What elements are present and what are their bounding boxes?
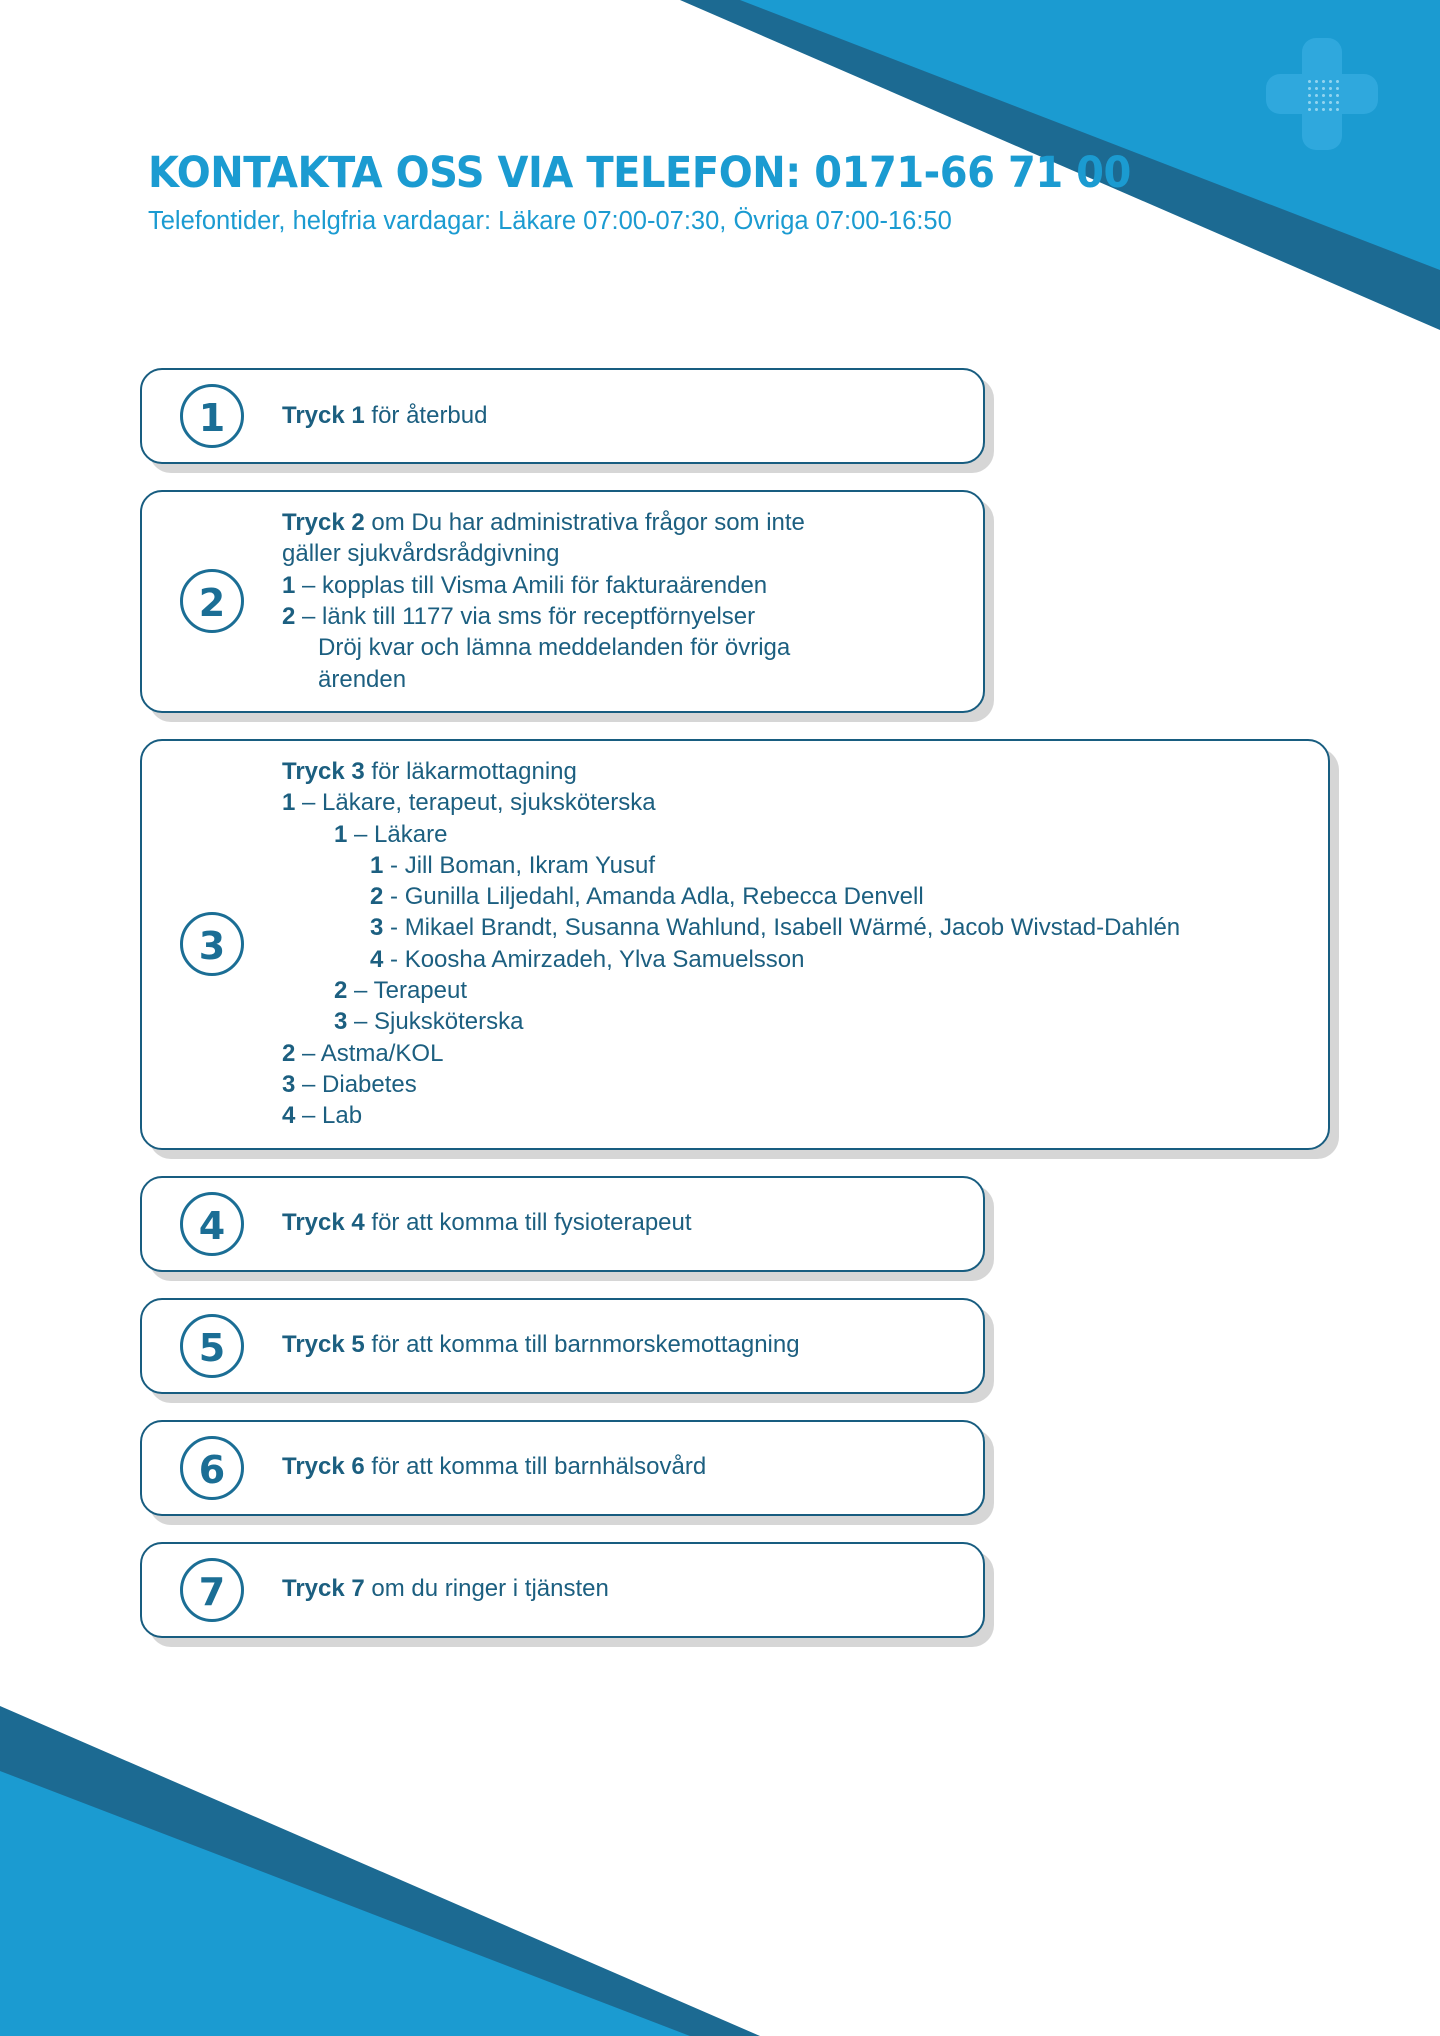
bandage-cross-icon — [1266, 38, 1378, 150]
option-line-strong: Tryck 5 — [282, 1331, 365, 1359]
option-line — [282, 1008, 1308, 1036]
menu-option-2 — [140, 490, 985, 713]
option-line-rest: – Astma/KOL — [295, 1039, 444, 1067]
option-line-strong: Tryck 7 — [282, 1575, 365, 1603]
option-line — [282, 1040, 1308, 1068]
option-line-strong: 3 — [334, 1008, 348, 1036]
menu-option-4 — [140, 1176, 985, 1272]
option-line-strong: 3 — [282, 1071, 296, 1098]
option-line — [282, 758, 1308, 786]
badge-wrap-1 — [142, 384, 282, 448]
option-line-rest: - Koosha Amirzadeh, Ylva Samuelsson — [383, 945, 805, 973]
option-line — [282, 914, 1308, 942]
option-line — [282, 402, 963, 430]
bandage-cross-dots — [1305, 77, 1339, 111]
option-line-rest: ärenden — [318, 665, 407, 693]
option-line-strong: Tryck 3 — [282, 757, 365, 785]
option-line-strong: 2 — [334, 977, 348, 1005]
option-line-strong: 2 — [282, 1039, 296, 1067]
option-line-rest: för att komma till barnhälsovård — [364, 1453, 707, 1481]
option-badge-2: 2 — [180, 569, 244, 633]
option-line-rest: för återbud — [364, 401, 488, 429]
option-line-strong: 4 — [370, 945, 384, 973]
option-line-rest: - Mikael Brandt, Susanna Wahlund, Isabell Wärmé, Jacob Wivstad-Dahlén — [383, 914, 1181, 942]
option-line-strong: 1 — [370, 851, 384, 879]
option-line-rest: – länk till 1177 via sms för receptförnyelser — [295, 602, 756, 630]
option-line — [282, 603, 963, 631]
option-line — [282, 1209, 963, 1237]
option-line — [282, 852, 1308, 880]
badge-wrap-4 — [142, 1192, 282, 1256]
option-badge-7: 7 — [180, 1558, 244, 1622]
option-line-rest: – Läkare, terapeut, sjuksköterska — [295, 789, 656, 817]
menu-option-7 — [140, 1542, 985, 1638]
option-line-strong: 4 — [282, 1102, 296, 1130]
option-line-rest: för att komma till fysioterapeut — [364, 1209, 692, 1237]
option-line — [282, 1071, 1308, 1099]
page-title: KONTAKTA OSS VIA TELEFON: 0171-66 71 00 — [148, 148, 1131, 198]
option-line-rest: – Sjuksköterska — [347, 1008, 524, 1036]
option-line-strong: Tryck 1 — [282, 401, 365, 429]
option-line — [282, 666, 963, 694]
option-line-rest: – Lab — [295, 1102, 363, 1130]
option-line-strong: Tryck 2 — [282, 509, 365, 536]
option-line — [282, 1331, 963, 1359]
option-badge-4: 4 — [180, 1192, 244, 1256]
badge-wrap-6 — [142, 1436, 282, 1500]
option-line-rest: för läkarmottagning — [364, 757, 577, 785]
option-body-4 — [282, 1209, 963, 1237]
option-line-strong: Tryck 4 — [282, 1209, 365, 1237]
option-line — [282, 946, 1308, 974]
option-body-3 — [282, 755, 1308, 1134]
option-line-rest: – Diabetes — [295, 1071, 417, 1098]
menu-option-5 — [140, 1298, 985, 1394]
option-line — [282, 1575, 963, 1603]
option-line — [282, 1102, 1308, 1130]
option-line — [282, 540, 963, 568]
option-line-rest: gäller sjukvårdsrådgivning — [282, 540, 560, 568]
option-line — [282, 634, 963, 662]
option-line-strong: 3 — [370, 914, 384, 942]
option-body-7 — [282, 1575, 963, 1603]
menu-option-6 — [140, 1420, 985, 1516]
option-line-rest: - Jill Boman, Ikram Yusuf — [383, 851, 656, 879]
option-line — [282, 509, 963, 537]
badge-wrap-3 — [142, 912, 282, 976]
option-line-rest: – Läkare — [347, 820, 448, 848]
option-badge-6: 6 — [180, 1436, 244, 1500]
option-line — [282, 789, 1308, 817]
menu-options-list — [140, 368, 1330, 1638]
badge-wrap-5 — [142, 1314, 282, 1378]
option-badge-1: 1 — [180, 384, 244, 448]
page-header — [148, 148, 1248, 236]
badge-wrap-7 — [142, 1558, 282, 1622]
option-line-strong: 1 — [282, 789, 296, 817]
bottom-left-light-corner — [0, 1771, 690, 2036]
option-line-strong: 2 — [370, 883, 384, 911]
option-line — [282, 977, 1308, 1005]
page-subtitle: Telefontider, helgfria vardagar: Läkare 07:00-07:30, Övriga 07:00-16:50 — [148, 207, 952, 235]
badge-wrap-2 — [142, 569, 282, 633]
option-badge-5: 5 — [180, 1314, 244, 1378]
option-line-strong: 1 — [334, 820, 348, 848]
option-line-rest: Dröj kvar och lämna meddelanden för övriga — [318, 634, 791, 662]
option-line-rest: för att komma till barnmorskemottagning — [364, 1331, 800, 1359]
option-body-1 — [282, 402, 963, 430]
option-line-strong: 1 — [282, 571, 296, 599]
option-body-2 — [282, 506, 963, 697]
option-line — [282, 883, 1308, 911]
option-line-strong: 2 — [282, 602, 296, 630]
option-body-6 — [282, 1453, 963, 1481]
option-line — [282, 1453, 963, 1481]
menu-option-1 — [140, 368, 985, 464]
option-body-5 — [282, 1331, 963, 1359]
option-badge-3: 3 — [180, 912, 244, 976]
option-line-strong: Tryck 6 — [282, 1453, 365, 1481]
option-line-rest: – Terapeut — [347, 977, 468, 1005]
option-line-rest: – kopplas till Visma Amili för fakturaärenden — [295, 571, 768, 599]
option-line — [282, 572, 963, 600]
option-line-rest: om Du har administrativa frågor som inte — [364, 509, 805, 536]
option-line-rest: om du ringer i tjänsten — [364, 1575, 609, 1603]
menu-option-3 — [140, 739, 1330, 1150]
option-line — [282, 821, 1308, 849]
option-line-rest: - Gunilla Liljedahl, Amanda Adla, Rebecca Denvell — [383, 883, 924, 911]
